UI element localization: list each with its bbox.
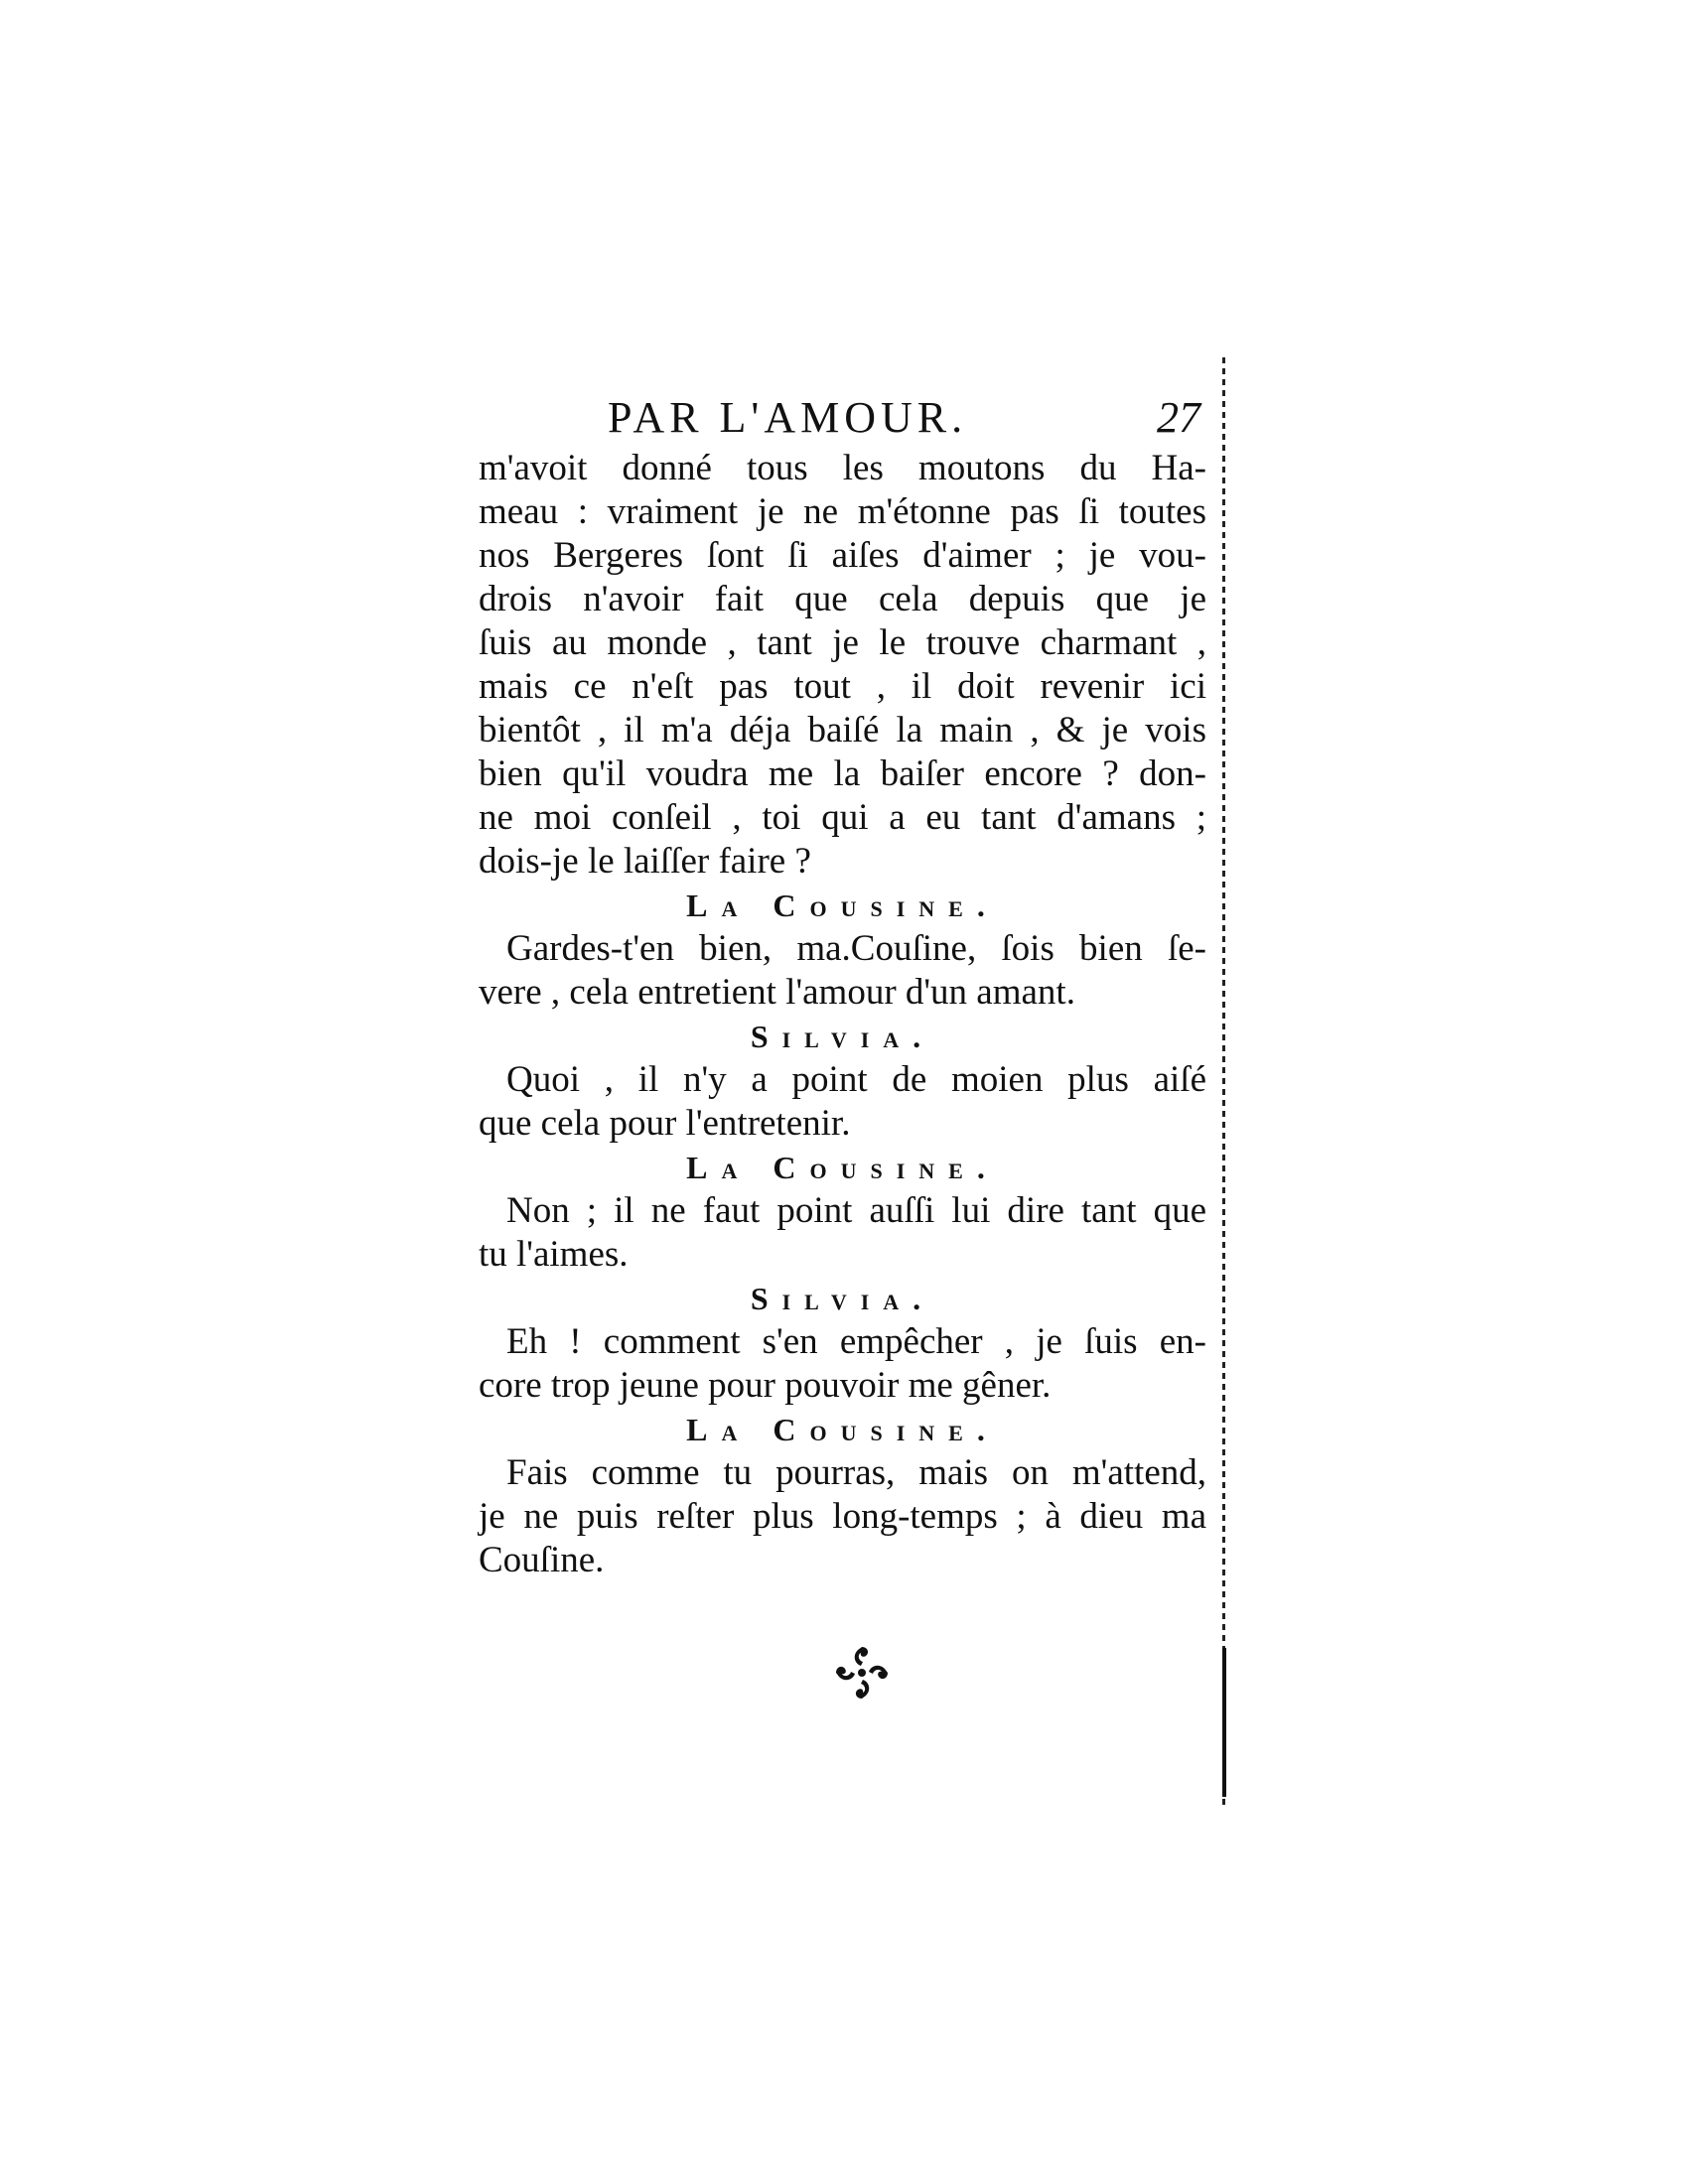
page-header [479, 392, 1206, 442]
text-line: bien qu'il voudra me la baiſer encore ? don- [479, 753, 1206, 794]
text-line: mais ce n'eſt pas tout , il doit revenir ici [479, 666, 1206, 707]
text-line: Quoi , il n'y a point de moien plus aiſé [506, 1059, 1206, 1100]
speaker-name: La Cousine. [686, 1412, 999, 1447]
text-line: Non ; il ne faut point auſſi lui dire tant que [506, 1190, 1206, 1231]
page-edge-border [1222, 357, 1225, 1807]
text-line: bientôt , il m'a déja baiſé la main , & je vois [479, 710, 1206, 751]
fleuron-ornament-icon [832, 1643, 892, 1703]
text-line: nos Bergeres ſont ſi aiſes d'aimer ; je vou- [479, 535, 1206, 576]
text-line: m'avoit donné tous les moutons du Ha- [479, 448, 1206, 488]
speaker-name: La Cousine. [686, 887, 999, 923]
text-line: ſuis au monde , tant je le trouve charmant , [479, 622, 1206, 663]
speaker-name: Silvia. [750, 1281, 935, 1316]
text-line: Couſine. [479, 1540, 605, 1580]
text-line: vere , cela entretient l'amour d'un amant. [479, 972, 1075, 1013]
speaker-name: La Cousine. [686, 1150, 999, 1185]
speaker-name: Silvia. [750, 1019, 935, 1054]
text-line: que cela pour l'entretenir. [479, 1103, 851, 1144]
text-line: meau : vraiment je ne m'étonne pas ſi toutes [479, 491, 1206, 532]
text-line: tu l'aimes. [479, 1234, 629, 1275]
body-text [479, 447, 1206, 1582]
text-line: core trop jeune pour pouvoir me gêner. [479, 1365, 1052, 1406]
text-line: Eh ! comment s'en empêcher , je ſuis en- [506, 1321, 1206, 1362]
running-title: PAR L'AMOUR. [608, 393, 968, 442]
text-line: Fais comme tu pourras, mais on m'attend, [506, 1452, 1206, 1493]
page-number: 27 [1157, 393, 1200, 442]
text-line: je ne puis reſter plus long-temps ; à dieu ma [479, 1496, 1206, 1537]
text-line: ne moi conſeil , toi qui a eu tant d'amans ; [479, 797, 1206, 838]
text-line: drois n'avoir fait que cela depuis que je [479, 579, 1206, 619]
page-edge-border-dark [1222, 1648, 1226, 1797]
text-line: dois-je le laiſſer faire ? [479, 841, 811, 882]
text-line: Gardes-t'en bien, ma.Couſine, ſois bien ſe- [506, 928, 1206, 969]
